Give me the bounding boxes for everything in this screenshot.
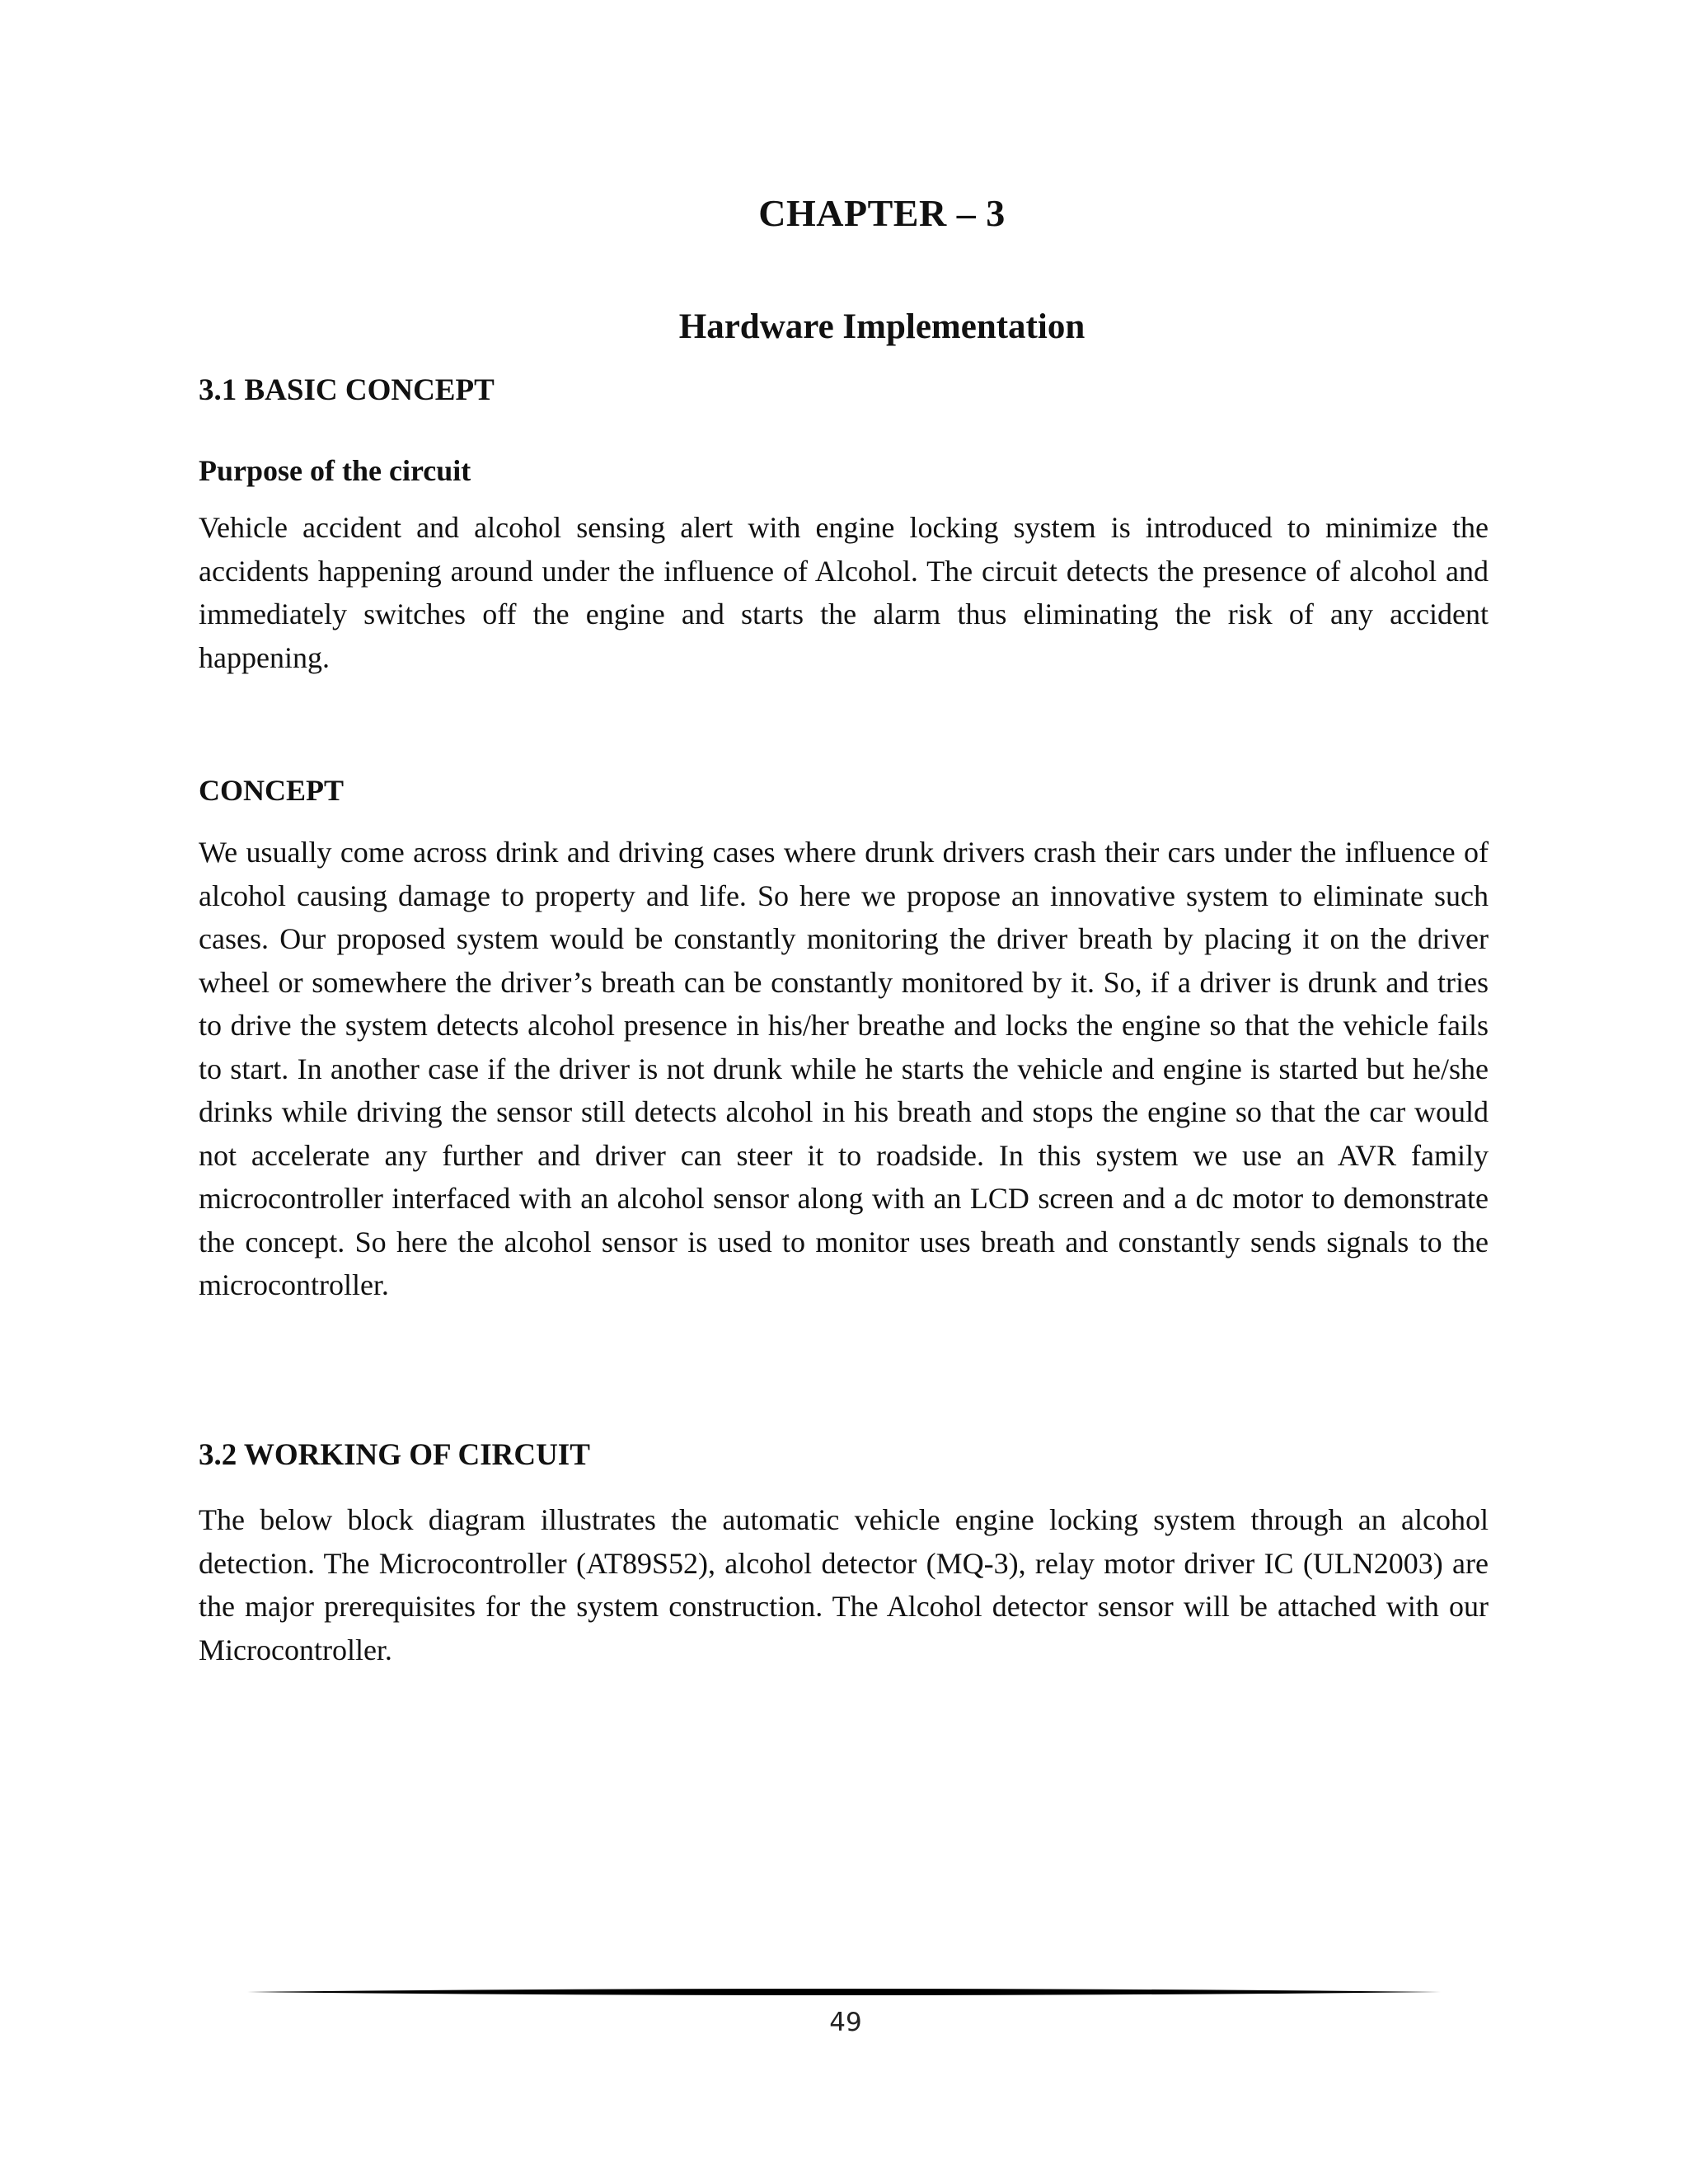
subheading-purpose: Purpose of the circuit: [199, 454, 471, 487]
paragraph-concept: We usually come across drink and driving cases where drunk drivers crash their cars under the influence of alcohol causing damage to property and life. So here we propose an innovative system to eliminate such cases. Our proposed system would be constantly monitoring the driver breath by placing it on the driver wheel or somewhere the driver’s breath can be constantly monitored by it. So, if a driver is drunk and tries to drive the system detects alcohol presence in his/her breathe and locks the engine so that the vehicle fails to start. In another case if the driver is not drunk while he starts the vehicle and engine is started but he/she drinks while driving the sensor still detects alcohol in his breath and stops the engine so that the car would not accelerate any further and driver can steer it to roadside. In this system we use an AVR family microcontroller interfaced with an alcohol sensor along with an LCD screen and a dc motor to demonstrate the concept. So here the alcohol sensor is used to monitor uses breath and constantly sends signals to the microcontroller.: [199, 836, 1489, 1301]
subheading-concept: CONCEPT: [199, 774, 345, 807]
footer-rule: [247, 1986, 1441, 1998]
section-heading-basic-concept: 3.1 BASIC CONCEPT: [199, 373, 495, 407]
paragraph-purpose: Vehicle accident and alcohol sensing alert with engine locking system is introduced to minimize the accidents happening around under the influence of Alcohol. The circuit detects the presence of alcohol and immediately switches off the engine and starts the alarm thus eliminating the risk of any accident happening.: [199, 511, 1489, 674]
section-heading-working: 3.2 WORKING OF CIRCUIT: [199, 1438, 590, 1472]
chapter-title: CHAPTER – 3: [758, 192, 1006, 234]
page-number: 49: [829, 2008, 862, 2037]
paragraph-working: The below block diagram illustrates the automatic vehicle engine locking system through an alcohol detection. The Microcontroller (AT89S52), alcohol detector (MQ-3), relay motor driver IC (ULN2003) are the major prerequisites for the system construction. The Alcohol detector sensor will be attached with our Microcontroller.: [199, 1503, 1489, 1666]
chapter-subtitle: Hardware Implementation: [678, 307, 1085, 346]
